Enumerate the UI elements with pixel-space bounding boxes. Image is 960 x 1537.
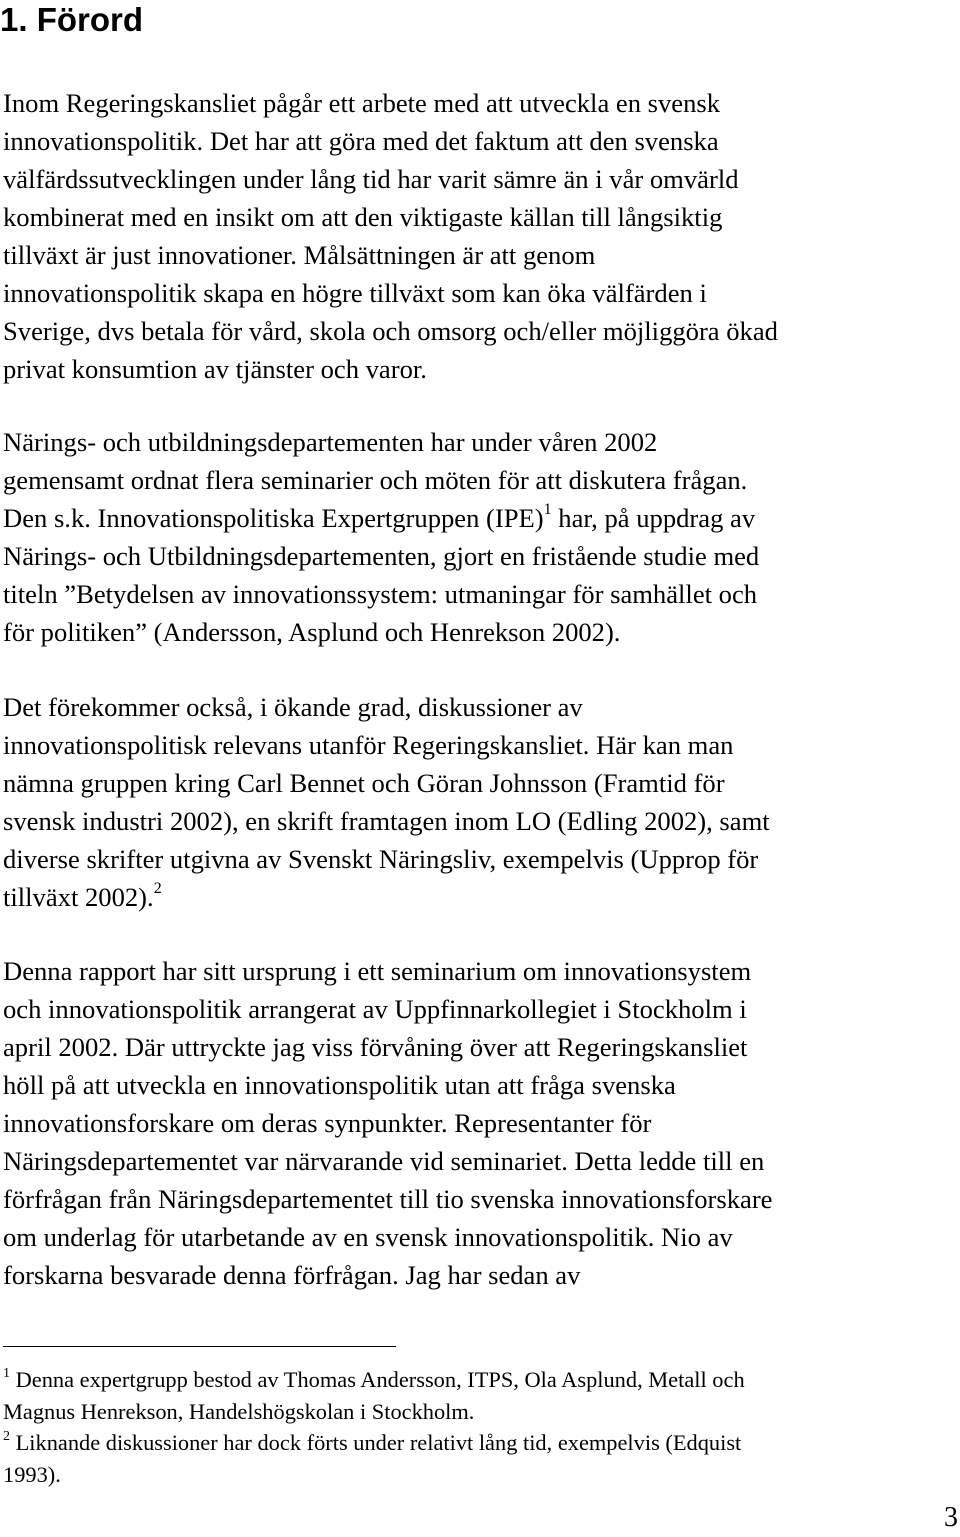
footnote-2 (3, 1427, 960, 1490)
text-line: Näringsdepartementet var närvarande vid seminariet. Detta ledde till en (3, 1146, 765, 1176)
paragraph-4 (3, 952, 960, 1294)
text-line: förfrågan från Näringsdepartementet till tio svenska innovationsforskare (3, 1184, 773, 1214)
section-heading: 1. Förord (0, 1, 144, 38)
text-line: Magnus Henrekson, Handelshögskolan i Stockholm. (3, 1398, 475, 1424)
text-line: Sverige, dvs betala för vård, skola och omsorg och/eller möjliggöra ökad (3, 316, 778, 346)
text-line (3, 1364, 960, 1396)
text-line: Närings- och Utbildningsdepartementen, gjort en fristående studie med (3, 541, 760, 571)
paragraph-1 (3, 84, 960, 388)
footnote-marker: 2 (3, 1429, 10, 1444)
text-line: om underlag för utarbetande av en svensk innovationspolitik. Nio av (3, 1222, 733, 1252)
text-line: för politiken” (Andersson, Asplund och Henrekson 2002). (3, 617, 621, 647)
text-line: välfärdssutvecklingen under lång tid har varit sämre än i vår omvärld (3, 164, 739, 194)
text-line: Det förekommer också, i ökande grad, diskussioner av (3, 692, 583, 722)
text-line: innovationsforskare om deras synpunkter. Representanter för (3, 1108, 652, 1138)
page-number: 3 (944, 1502, 958, 1533)
text-line: diverse skrifter utgivna av Svenskt Näringsliv, exempelvis (Upprop för (3, 844, 759, 874)
text-line: innovationspolitik. Det har att göra med det faktum att den svenska (3, 126, 719, 156)
footnote-ref-2: 2 (153, 880, 162, 897)
text-line: innovationspolitisk relevans utanför Regeringskansliet. Här kan man (3, 730, 734, 760)
text-segment: Denna expertgrupp bestod av Thomas Andersson, ITPS, Ola Asplund, Metall och (10, 1367, 745, 1392)
footnote-marker: 1 (3, 1366, 10, 1381)
text-line: april 2002. Där uttryckte jag viss förvåning över att Regeringskansliet (3, 1032, 748, 1062)
footnote-separator (3, 1346, 396, 1347)
footnote-ref-1: 1 (543, 501, 552, 518)
text-line (3, 878, 960, 916)
text-segment: har, på uppdrag av (551, 503, 756, 533)
text-line: tillväxt är just innovationer. Målsättningen är att genom (3, 240, 596, 270)
text-line: kombinerat med en insikt om att den viktigaste källan till långsiktig (3, 202, 723, 232)
text-line: titeln ”Betydelsen av innovationssystem: utmaningar för samhället och (3, 579, 758, 609)
footnote-1 (3, 1364, 960, 1427)
text-line: 1993). (3, 1461, 61, 1487)
text-line: forskarna besvarade denna förfrågan. Jag har sedan av (3, 1260, 581, 1290)
text-line: Inom Regeringskansliet pågår ett arbete med att utveckla en svensk (3, 88, 721, 118)
paragraph-3 (3, 688, 960, 916)
paragraph-2 (3, 423, 960, 651)
text-segment: tillväxt 2002). (3, 882, 154, 912)
text-line: Denna rapport har sitt ursprung i ett seminarium om innovationsystem (3, 956, 752, 986)
text-line: svensk industri 2002), en skrift framtagen inom LO (Edling 2002), samt (3, 806, 770, 836)
text-line (3, 499, 960, 537)
text-line: privat konsumtion av tjänster och varor. (3, 354, 427, 384)
text-line: innovationspolitik skapa en högre tillväxt som kan öka välfärden i (3, 278, 707, 308)
text-line: Närings- och utbildningsdepartementen har under våren 2002 (3, 427, 658, 457)
text-line: nämna gruppen kring Carl Bennet och Göran Johnsson (Framtid för (3, 768, 725, 798)
text-line (3, 1427, 960, 1459)
text-segment: Liknande diskussioner har dock förts under relativt lång tid, exempelvis (Edquist (10, 1430, 742, 1455)
text-line: höll på att utveckla en innovationspolitik utan att fråga svenska (3, 1070, 676, 1100)
text-segment: Den s.k. Innovationspolitiska Expertgruppen (IPE) (3, 503, 544, 533)
text-line: och innovationspolitik arrangerat av Uppfinnarkollegiet i Stockholm i (3, 994, 747, 1024)
text-line: gemensamt ordnat flera seminarier och möten för att diskutera frågan. (3, 465, 748, 495)
